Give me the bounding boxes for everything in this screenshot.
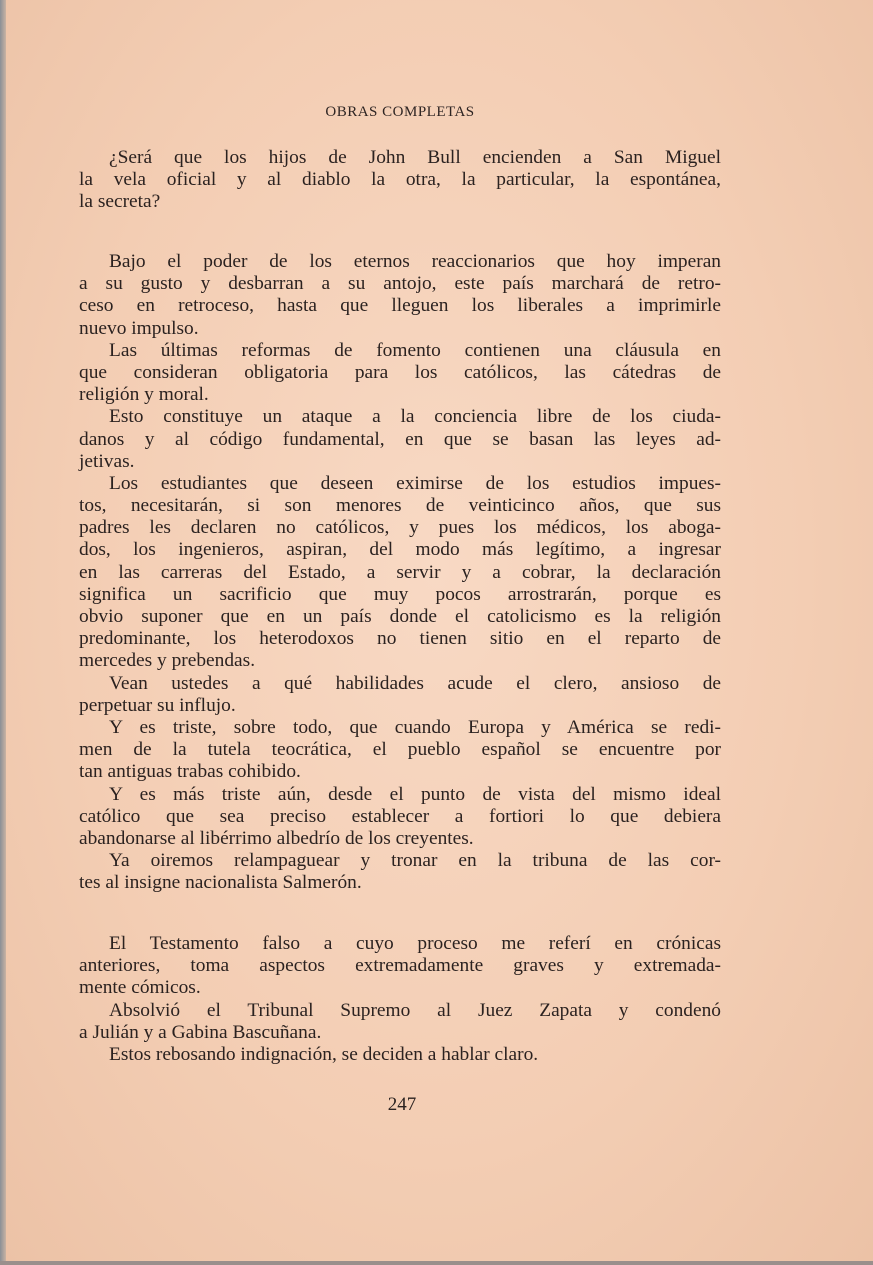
text-line: men de la tutela teocrática, el pueblo español se encuentre por <box>79 739 721 761</box>
text-line: tan antiguas trabas cohibido. <box>79 761 301 783</box>
section-2 <box>79 251 721 894</box>
text-line: ¿Será que los hijos de John Bull encienden a San Miguel <box>109 147 721 168</box>
section-3 <box>79 933 721 1066</box>
text-line: dos, los ingenieros, aspiran, del modo más legítimo, a ingresar <box>79 539 721 561</box>
text-line: ceso en retroceso, hasta que lleguen los liberales a imprimirle <box>79 295 721 317</box>
text-line: significa un sacrificio que muy pocos arrostrarán, porque es <box>79 583 721 605</box>
text-line: danos y al código fundamental, en que se basan las leyes ad- <box>79 428 721 450</box>
text-line: padres les declaren no católicos, y pues los médicos, los aboga- <box>79 517 721 539</box>
text-line: jetivas. <box>79 450 135 472</box>
text-line: mercedes y prebendas. <box>79 650 256 672</box>
text-line: que consideran obligatoria para los católicos, las cátedras de <box>79 361 721 383</box>
text-line: Esto constituye un ataque a la conciencia libre de los ciuda- <box>109 406 721 428</box>
text-line: la vela oficial y al diablo la otra, la particular, la espontánea, <box>79 169 721 191</box>
text-line: nuevo impulso. <box>79 317 199 339</box>
text-line: Los estudiantes que deseen eximirse de los estudios impues- <box>109 472 721 494</box>
text-line: en las carreras del Estado, a servir y a cobrar, la declaración <box>79 561 721 583</box>
text-line: perpetuar su influjo. <box>79 694 236 716</box>
running-head: OBRAS COMPLETAS <box>325 104 475 120</box>
text-line: predominante, los heterodoxos no tienen sitio en el reparto de <box>79 628 721 650</box>
text-line: católico que sea preciso establecer a fortiori lo que debiera <box>79 805 721 827</box>
text-line: a su gusto y desbarran a su antojo, este país marchará de retro- <box>79 273 721 295</box>
text-line: El Testamento falso a cuyo proceso me referí en crónicas <box>109 933 721 954</box>
text-line: la secreta? <box>79 191 161 213</box>
text-line: Vean ustedes a qué habilidades acude el clero, ansioso de <box>109 672 721 694</box>
text-line: anteriores, toma aspectos extremadamente graves y extremada- <box>79 955 721 977</box>
text-line: obvio suponer que en un país donde el catolicismo es la religión <box>79 606 721 627</box>
text-line: tes al insigne nacionalista Salmerón. <box>79 872 362 894</box>
text-line: Estos rebosando indignación, se deciden a hablar claro. <box>109 1043 539 1065</box>
text-line: Y es triste, sobre todo, que cuando Europa y América se redi- <box>109 716 721 738</box>
text-line: mente cómicos. <box>79 977 201 999</box>
page-number: 247 <box>387 1094 417 1115</box>
text-line: tos, necesitarán, si son menores de veinticinco años, que sus <box>79 495 721 517</box>
text-line: Bajo el poder de los eternos reaccionarios que hoy imperan <box>109 251 721 272</box>
page-bottom-edge <box>0 1261 873 1265</box>
text-line: Y es más triste aún, desde el punto de vista del mismo ideal <box>109 783 721 805</box>
text-line: a Julián y a Gabina Bascuñana. <box>79 1021 322 1043</box>
text-line: Las últimas reformas de fomento contienen una cláusula en <box>109 339 721 361</box>
text-line: Ya oiremos relampaguear y tronar en la tribuna de las cor- <box>109 850 721 872</box>
text-line: Absolvió el Tribunal Supremo al Juez Zapata y condenó <box>109 999 721 1021</box>
section-1 <box>79 147 721 214</box>
text-line: abandonarse al libérrimo albedrío de los creyentes. <box>79 827 474 849</box>
page-left-edge <box>0 0 6 1265</box>
text-line: religión y moral. <box>79 384 209 406</box>
